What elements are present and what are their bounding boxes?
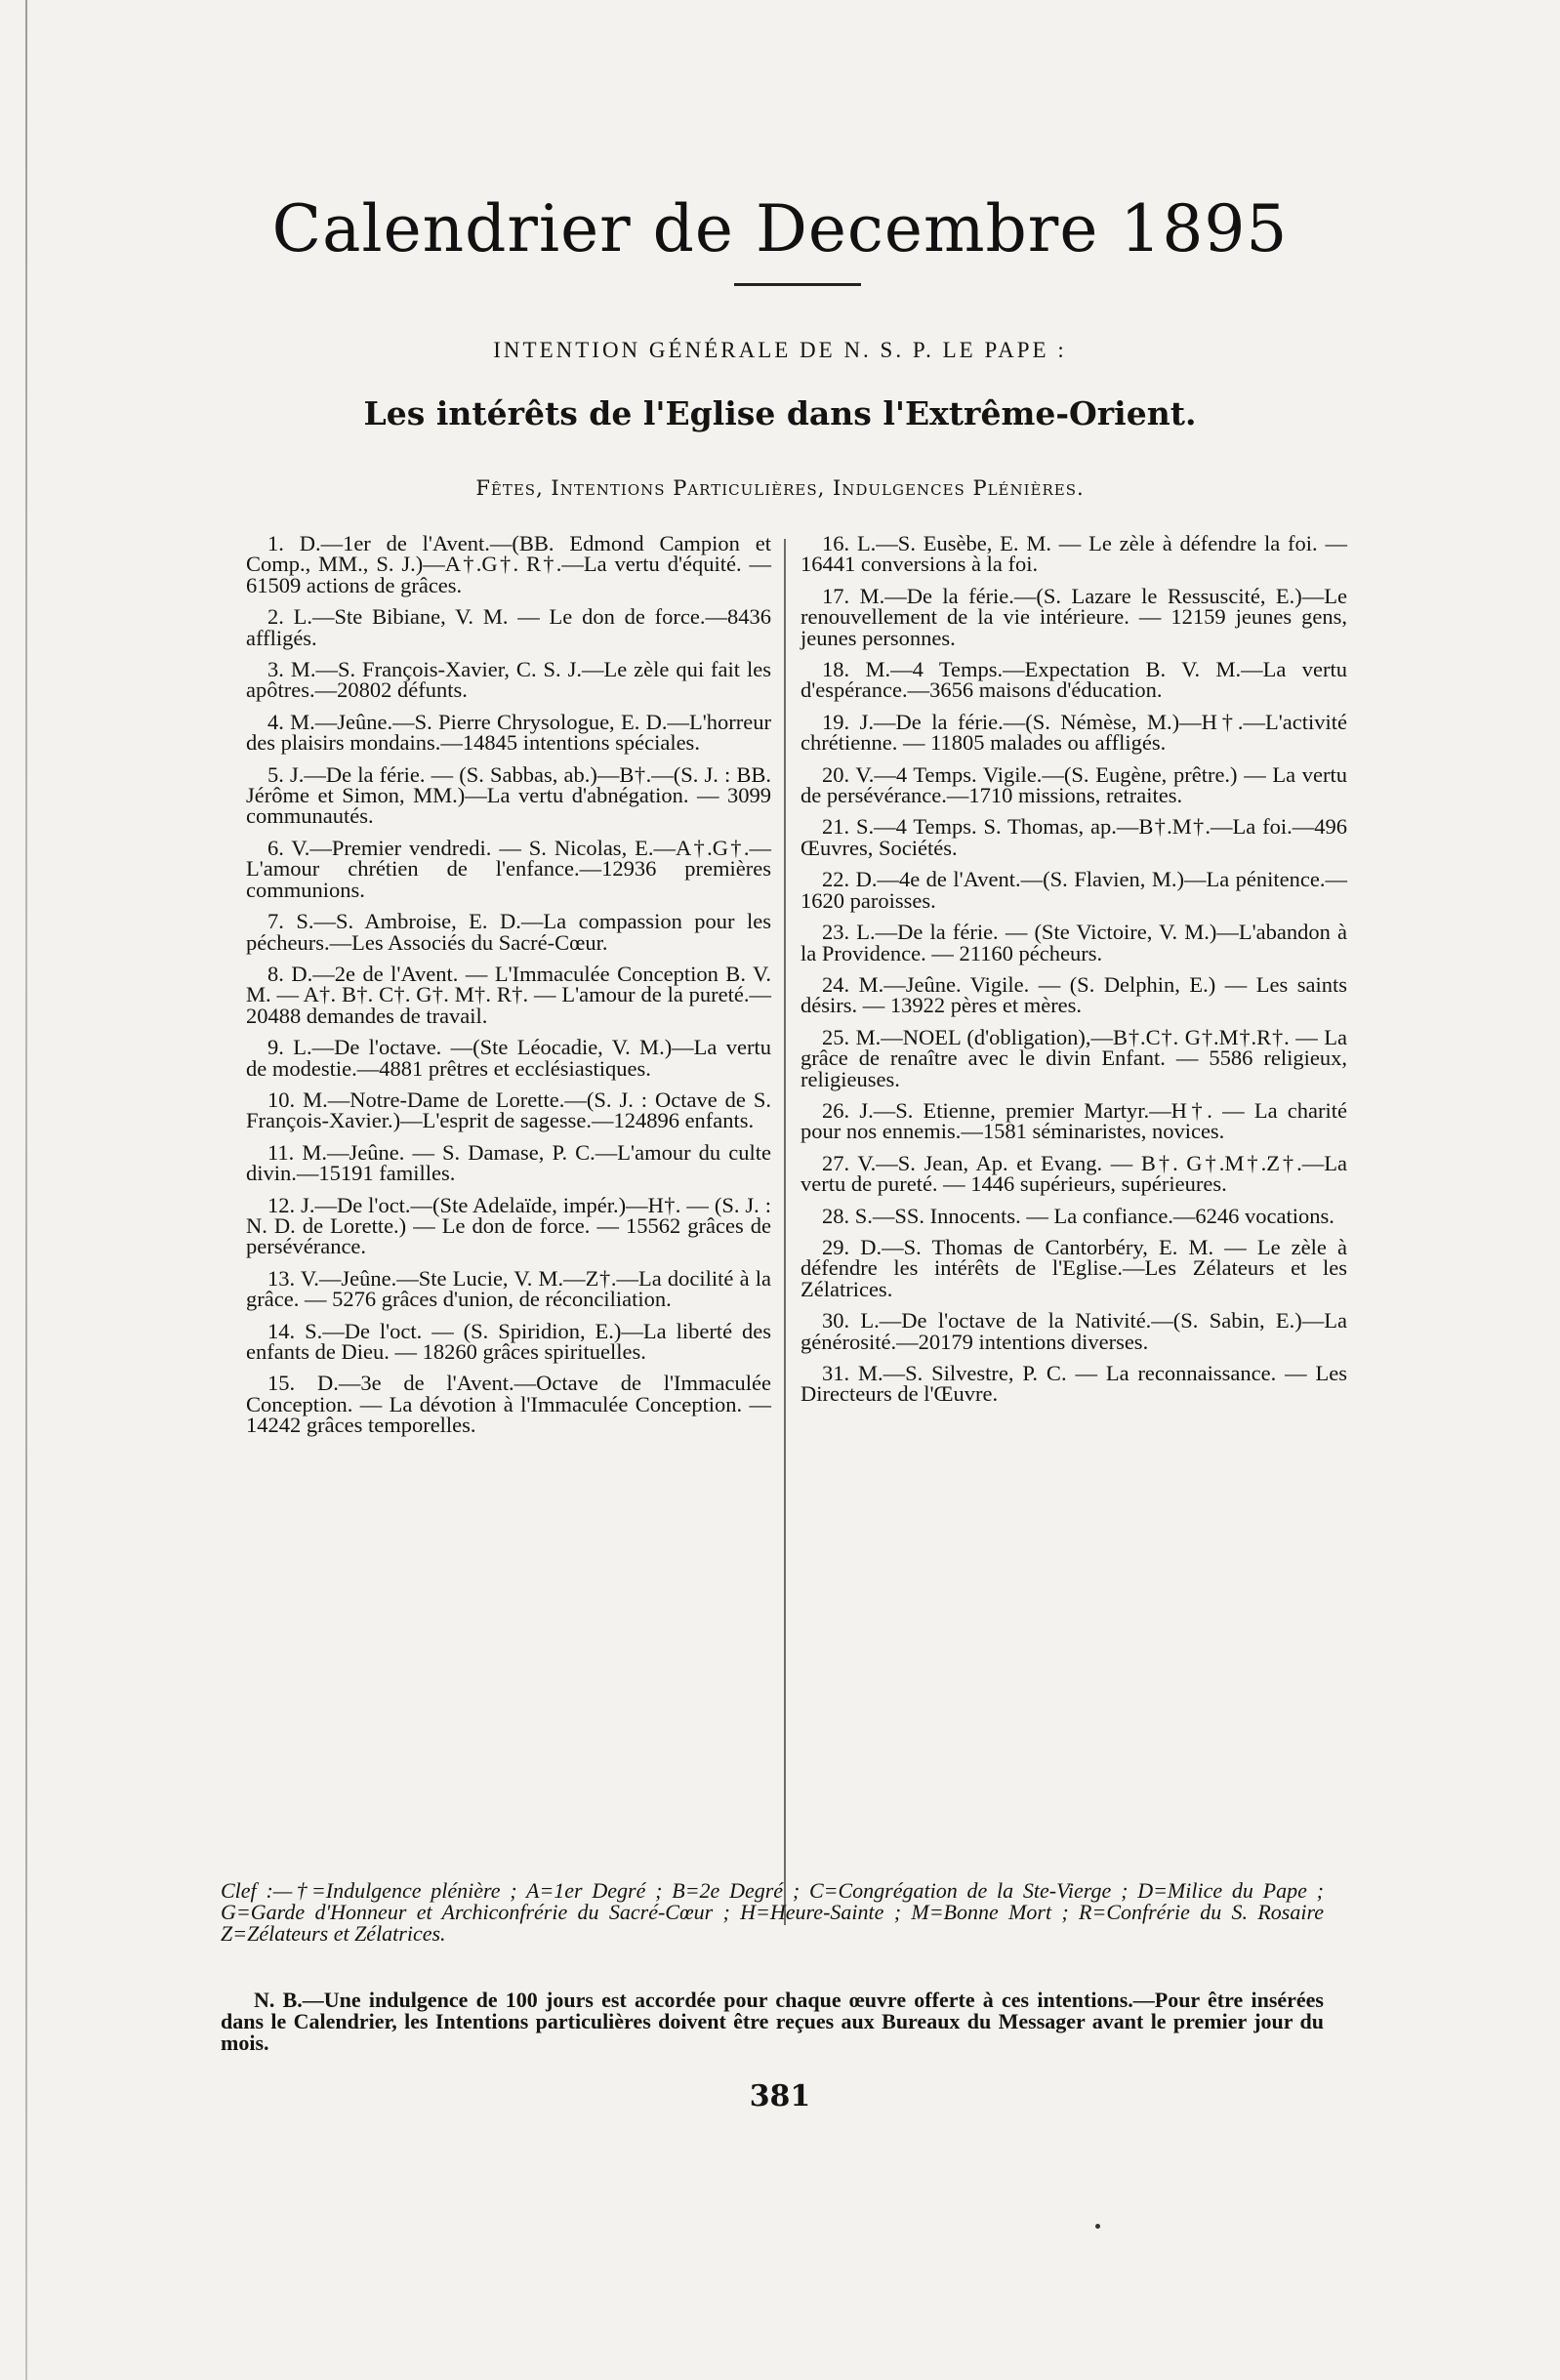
- calendar-entry: 1. D.—1er de l'Avent.—(BB. Edmond Campion et Comp., MM., S. J.)—A†.G†. R†.—La vertu d'équité. — 61509 actions de grâces.: [246, 531, 771, 597]
- column-divider: [784, 539, 786, 1925]
- calendar-entry: 16. L.—S. Eusèbe, E. M. — Le zèle à défendre la foi. — 16441 conversions à la foi.: [801, 531, 1347, 577]
- calendar-entry: 22. D.—4e de l'Avent.—(S. Flavien, M.)—La pénitence.—1620 paroisses.: [801, 867, 1347, 913]
- calendar-entry: 15. D.—3e de l'Avent.—Octave de l'Immaculée Conception. — La dévotion à l'Immaculée Conception. — 14242 grâces temporelles.: [246, 1371, 771, 1438]
- section-header: Fêtes, Intentions Particulières, Indulgences Plénières.: [475, 476, 1085, 500]
- calendar-entry: 10. M.—Notre-Dame de Lorette.—(S. J. : Octave de S. François-Xavier.)—L'esprit de sagesse.—124896 enfants.: [246, 1087, 771, 1133]
- calendar-entry: 6. V.—Premier vendredi. — S. Nicolas, E.—A†.G†.—L'amour chrétien de l'enfance.—12936 premières communions.: [246, 835, 771, 902]
- calendar-entry: 30. L.—De l'octave de la Nativité.—(S. Sabin, E.)—La générosité.—20179 intentions diverses.: [801, 1308, 1347, 1354]
- calendar-entry: 31. M.—S. Silvestre, P. C. — La reconnaissance. — Les Directeurs de l'Œuvre.: [801, 1361, 1347, 1407]
- calendar-entry: 26. J.—S. Etienne, premier Martyr.—H†. — La charité pour nos ennemis.—1581 séminaristes, novices.: [801, 1097, 1347, 1144]
- calendar-entry: 7. S.—S. Ambroise, E. D.—La compassion pour les pécheurs.—Les Associés du Sacré-Cœur.: [246, 909, 771, 955]
- ink-spot: [1095, 2224, 1100, 2229]
- calendar-entry: 9. L.—De l'octave. —(Ste Léocadie, V. M.)—La vertu de modestie.—4881 prêtres et ecclésiastiques.: [246, 1035, 771, 1081]
- calendar-entry: 13. V.—Jeûne.—Ste Lucie, V. M.—Z†.—La docilité à la grâce. — 5276 grâces d'union, de réconciliation.: [246, 1265, 771, 1312]
- note-paragraph: N. B.—Une indulgence de 100 jours est accordée pour chaque œuvre offerte à ces intentions.—Pour être insérées dans le Calendrier, les Intentions particulières doivent être reçues aux Bureaux du Messager avant le premier jour du mois.: [221, 1988, 1324, 2055]
- title-underline: [734, 283, 861, 286]
- page-title: Calendrier de Decembre 1895: [271, 191, 1289, 267]
- intention-text: Les intérêts de l'Eglise dans l'Extrême-Orient.: [363, 394, 1197, 432]
- calendar-entry: 2. L.—Ste Bibiane, V. M. — Le don de force.—8436 affligés.: [246, 604, 771, 650]
- legend-key: Clef :—†=Indulgence plénière ; A=1er Degré ; B=2e Degré ; C=Congrégation de la Ste-Vierge ; D=Milice du Pape ; G=Garde d'Honneur et Archiconfrérie du Sacré-Cœur ; H=Heure-Sainte ; M=Bonne Mort ; R=Confrérie du S. Rosaire Z=Zélateurs et Zélatrices.: [221, 1878, 1324, 1946]
- calendar-entry: 11. M.—Jeûne. — S. Damase, P. C.—L'amour du culte divin.—15191 familles.: [246, 1139, 771, 1186]
- calendar-entry: 21. S.—4 Temps. S. Thomas, ap.—B†.M†.—La foi.—496 Œuvres, Sociétés.: [801, 814, 1347, 860]
- calendar-entry: 18. M.—4 Temps.—Expectation B. V. M.—La vertu d'espérance.—3656 maisons d'éducation.: [801, 657, 1347, 703]
- calendar-entry: 12. J.—De l'oct.—(Ste Adelaïde, impér.)—H†. — (S. J. : N. D. de Lorette.) — Le don de force. — 15562 grâces de persévérance.: [246, 1192, 771, 1259]
- intention-label: INTENTION GÉNÉRALE DE N. S. P. LE PAPE :: [493, 338, 1067, 362]
- calendar-entry: 27. V.—S. Jean, Ap. et Evang. — B†. G†.M†.Z†.—La vertu de pureté. — 1446 supérieurs, supérieures.: [801, 1150, 1347, 1197]
- calendar-entry: 23. L.—De la férie. — (Ste Victoire, V. M.)—L'abandon à la Providence. — 21160 pécheurs.: [801, 920, 1347, 965]
- calendar-entry: 3. M.—S. François-Xavier, C. S. J.—Le zèle qui fait les apôtres.—20802 défunts.: [246, 657, 771, 703]
- calendar-entry: 5. J.—De la férie. — (S. Sabbas, ab.)—B†.—(S. J. : BB. Jérôme et Simon, MM.)—La vertu d'abnégation. — 3099 communautés.: [246, 761, 771, 829]
- page-number: 381: [749, 2079, 811, 2113]
- calendar-entry: 20. V.—4 Temps. Vigile.—(S. Eugène, prêtre.) — La vertu de persévérance.—1710 missions, retraites.: [801, 761, 1347, 808]
- calendar-entry: 29. D.—S. Thomas de Cantorbéry, E. M. — Le zèle à défendre les intérêts de l'Eglise.—Les Zélateurs et les Zélatrices.: [801, 1234, 1347, 1301]
- left-column: [246, 533, 771, 1447]
- calendar-entry: 17. M.—De la férie.—(S. Lazare le Ressuscité, E.)—Le renouvellement de la vie intérieure. — 12159 jeunes gens, jeunes personnes.: [801, 583, 1347, 650]
- calendar-entry: 28. S.—SS. Innocents. — La confiance.—6246 vocations.: [822, 1203, 1334, 1228]
- calendar-entry: 24. M.—Jeûne. Vigile. — (S. Delphin, E.) — Les saints désirs. — 13922 pères et mères.: [801, 971, 1347, 1018]
- right-column: [801, 533, 1347, 1416]
- calendar-entry: 8. D.—2e de l'Avent. — L'Immaculée Conception B. V. M. — A†. B†. C†. G†. M†. R†. — L'amour de la pureté.—20488 demandes de travail.: [246, 961, 771, 1028]
- calendar-entry: 4. M.—Jeûne.—S. Pierre Chrysologue, E. D.—L'horreur des plaisirs mondains.—14845 intentions spéciales.: [246, 709, 771, 756]
- calendar-entry: 19. J.—De la férie.—(S. Némèse, M.)—H†.—L'activité chrétienne. — 11805 malades ou affligés.: [801, 709, 1347, 756]
- calendar-entry: 25. M.—NOEL (d'obligation),—B†.C†. G†.M†.R†. — La grâce de renaître avec le divin Enfant. — 5586 religieux, religieuses.: [801, 1024, 1347, 1091]
- calendar-entry: 14. S.—De l'oct. — (S. Spiridion, E.)—La liberté des enfants de Dieu. — 18260 grâces spirituelles.: [246, 1318, 771, 1364]
